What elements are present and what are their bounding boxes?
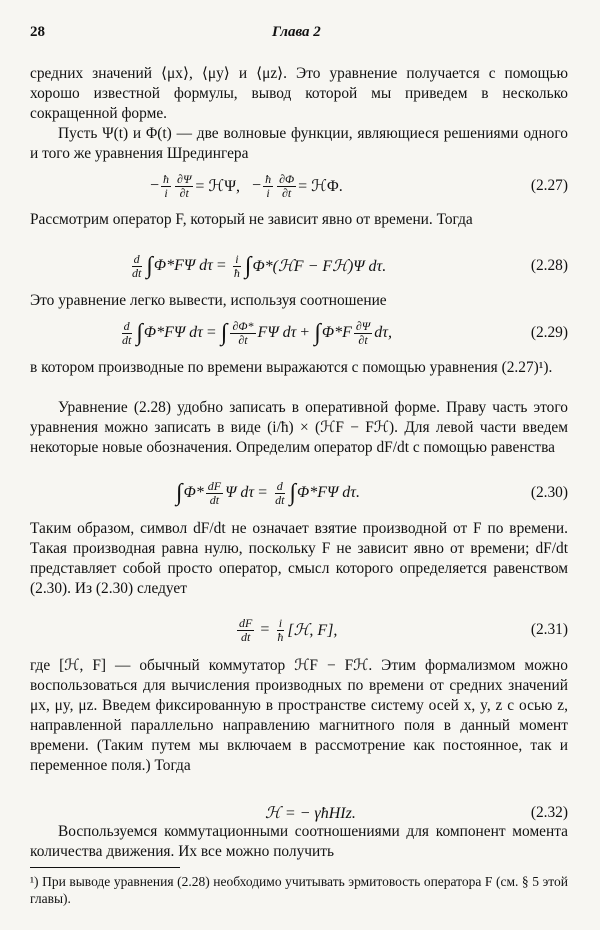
paragraph-4: Это уравнение легко вывести, используя соотношение: [30, 292, 387, 309]
footnote-rule: [30, 867, 180, 868]
equation-2-29-body: $\frac{d}{dt}$ ∫ Φ*FΨ dτ = ∫ $\frac{\partial\Phi*}{\partial t}$ FΨ dτ + ∫ Φ*F $\frac{\partial\Psi}{\partial t}$ dτ,: [122, 318, 392, 347]
equation-2-27: [30, 166, 568, 206]
equation-2-30: [30, 473, 568, 513]
paragraph-7: Таким образом, символ dF/dt не означает взятие производной от F по времени. Такая производная равна нулю, поскольку F не зависит явно от времени; dF/dt представляет собой просто оператор, смысл которого определяется равенством (2.30). Из (2.30) следует: [30, 520, 568, 597]
equation-2-32-body: ℋ = − γħHIz.: [265, 805, 356, 822]
equation-2-30-body: ∫ Φ* $\frac{dF}{dt}$ Ψ dτ = $\frac{d}{dt}$ ∫ Φ*FΨ dτ.: [176, 478, 360, 507]
equation-2-31-body: $\frac{dF}{dt}$ = $\frac{i}{ħ}$ [ℋ, F],: [239, 615, 338, 644]
equation-2-27-body: − $\frac{ħ}{i}$ $\frac{\partial\Psi}{\partial t}$ = ℋΨ, − $\frac{ħ}{i}$ $\frac{\partial\Phi}{\partial t}$ = ℋΦ.: [150, 171, 343, 200]
paragraph-3: Рассмотрим оператор F, который не зависит явно от времени. Тогда: [30, 211, 473, 228]
equation-number: (2.32): [530, 804, 568, 821]
page-number: 28: [30, 24, 45, 40]
equation-number: (2.30): [530, 484, 568, 501]
paragraph-1: средних значений ⟨μx⟩, ⟨μy⟩ и ⟨μz⟩. Это уравнение получается с помощью хорошо известной формулы, вывод которой мы приведем в несколько сокращенной форме.: [30, 65, 568, 122]
paragraph-8: где [ℋ, F] — обычный коммутатор ℋF − Fℋ. Этим формализмом можно воспользоваться для вычисления производных по времени от средних значений μx, μy, μz. Введем фиксированную в пространстве систему осей x, y, z с осью z, направленной параллельно направлению магнитного поля в данный момент времени. (Таким путем мы включаем в рассмотрение как постоянное, так и переменное поля.) Тогда: [30, 657, 568, 774]
equation-2-31: [30, 610, 568, 650]
chapter-title: Глава 2: [272, 24, 321, 40]
equation-number: (2.27): [530, 177, 568, 194]
equation-number: (2.28): [530, 257, 568, 274]
footnote: ¹) При выводе уравнения (2.28) необходимо учитывать эрмитовость оператора F (см. § 5 этой главы).: [30, 874, 568, 906]
equation-number: (2.31): [530, 621, 568, 638]
equation-2-29: [30, 313, 568, 353]
paragraph-2: Пусть Ψ(t) и Φ(t) — две волновые функции, являющиеся решениями одного и того же уравнения Шредингера: [30, 125, 568, 162]
paragraph-9: Воспользуемся коммутационными соотношениями для компонент момента количества движения. Их все можно получить: [30, 823, 568, 860]
paragraph-5: в котором производные по времени выражаются с помощью уравнения (2.27)¹).: [30, 359, 553, 376]
equation-number: (2.29): [530, 324, 568, 341]
paragraph-6: Уравнение (2.28) удобно записать в оперативной форме. Праву часть этого уравнения можно записать в виде (i/ħ) × (ℋF − Fℋ). Для левой части введем некоторые новые обозначения. Определим оператор dF/dt с помощью равенства: [30, 399, 568, 456]
equation-2-28-body: $\frac{d}{dt}$ ∫ Φ*FΨ dτ = $\frac{i}{ħ}$ ∫ Φ*(ℋF − Fℋ)Ψ dτ.: [132, 251, 387, 280]
equation-2-28: [30, 246, 568, 286]
